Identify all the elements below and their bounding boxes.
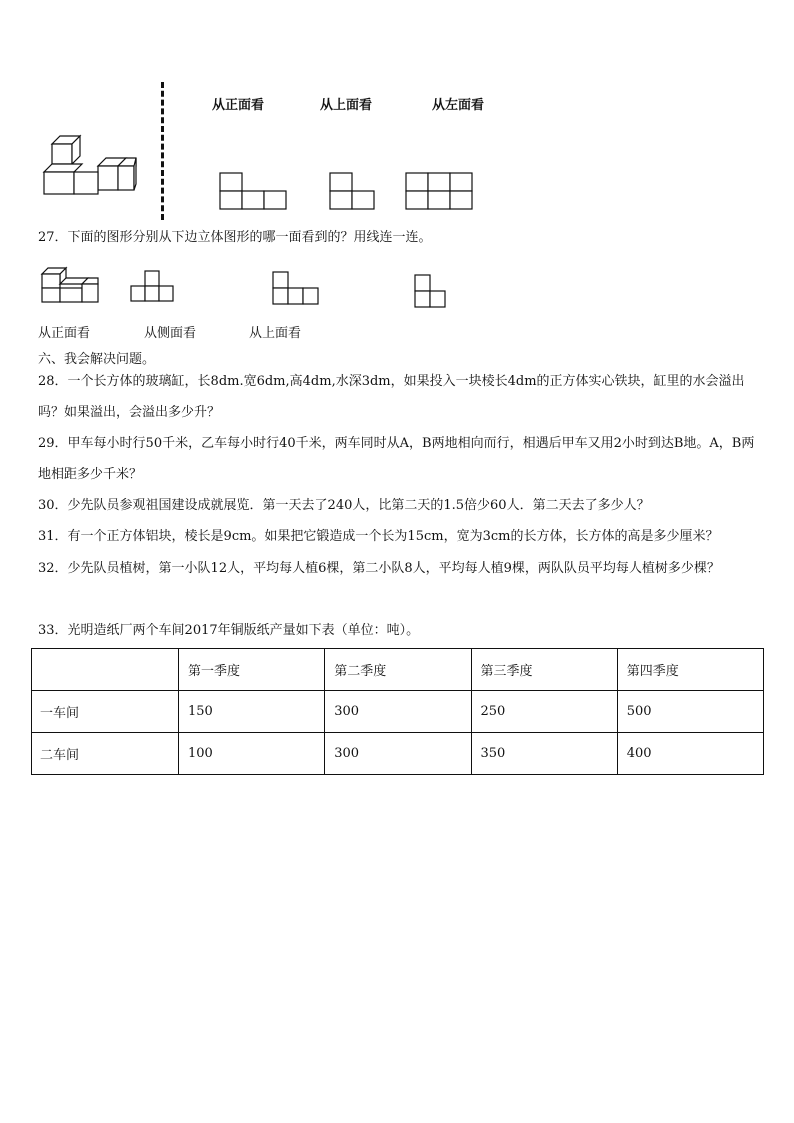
q27-shape-2 — [272, 271, 322, 307]
question-29: 29．甲车每小时行50千米，乙车每小时行40千米，两车同时从A，B两地相向而行，相遇后甲车又用2小时到达B地。A，B两地相距多少千米？ — [38, 436, 755, 482]
table-cell: 第二季度 — [325, 649, 471, 691]
table-header-row — [32, 649, 764, 691]
q27-label-side: 从侧面看 — [144, 326, 197, 341]
table-cell: 第三季度 — [471, 649, 617, 691]
cube-solid-figure-q27 — [38, 262, 104, 306]
table-cell: 400 — [617, 733, 763, 775]
question-27: 27．下面的图形分别从下边立体图形的哪一面看到的？用线连一连。 — [38, 230, 432, 245]
table-cell: 500 — [617, 691, 763, 733]
table-cell: 第一季度 — [179, 649, 325, 691]
cube-solid-figure-top — [40, 128, 140, 198]
q27-label-top: 从上面看 — [249, 326, 302, 341]
table-cell: 300 — [325, 733, 471, 775]
section-heading: 六、我会解决问题。 — [38, 352, 156, 367]
table-cell: 一车间 — [32, 691, 179, 733]
table-row — [32, 691, 764, 733]
view-label-front: 从正面看 — [212, 98, 265, 113]
question-33: 33．光明造纸厂两个车间2017年铜版纸产量如下表（单位：吨）。 — [38, 623, 420, 638]
table-cell: 二车间 — [32, 733, 179, 775]
question-30: 30．少先队员参观祖国建设成就展览．第一天去了240人，比第二天的1.5倍少60人．第二天去了多少人？ — [38, 498, 650, 513]
left-view-shape — [405, 172, 475, 212]
q27-shape-1 — [130, 270, 178, 306]
table-cell: 300 — [325, 691, 471, 733]
table-cell: 100 — [179, 733, 325, 775]
q27-label-front: 从正面看 — [38, 326, 91, 341]
production-table — [31, 648, 764, 775]
question-28: 28．一个长方体的玻璃缸，长8dm.宽6dm,高4dm,水深3dm，如果投入一块棱长4dm的正方体实心铁块，缸里的水会溢出吗？如果溢出，会溢出多少升？ — [38, 374, 745, 420]
table-cell: 350 — [471, 733, 617, 775]
view-label-top: 从上面看 — [320, 98, 373, 113]
question-32: 32．少先队员植树，第一小队12人，平均每人植6棵，第二小队8人，平均每人植9棵，两队队员平均每人植树多少棵？ — [38, 561, 720, 576]
question-31: 31．有一个正方体铝块，棱长是9cm。如果把它锻造成一个长为15cm，宽为3cm的长方体，长方体的高是多少厘米？ — [38, 529, 719, 544]
q27-shape-3 — [414, 274, 450, 310]
table-row — [32, 733, 764, 775]
table-cell: 150 — [179, 691, 325, 733]
dashed-divider — [161, 82, 164, 220]
top-view-shape — [329, 172, 379, 212]
table-cell: 250 — [471, 691, 617, 733]
front-view-shape — [219, 172, 289, 212]
view-label-left: 从左面看 — [432, 98, 485, 113]
table-cell: 第四季度 — [617, 649, 763, 691]
table-cell — [32, 649, 179, 691]
